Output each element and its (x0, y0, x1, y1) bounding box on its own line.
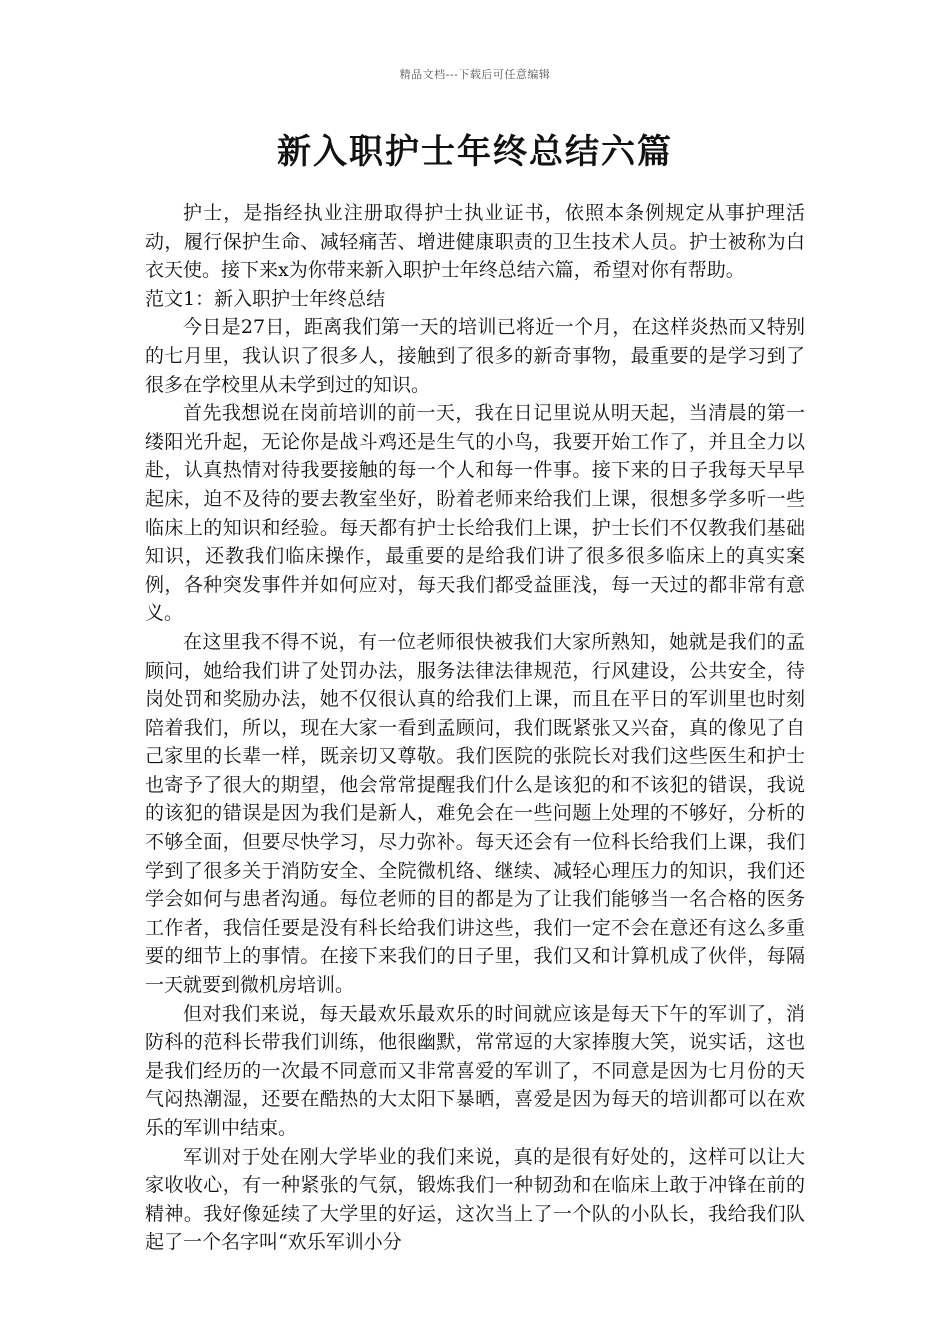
body-paragraph: 首先我想说在岗前培训的前一天，我在日记里说从明天起，当清晨的第一缕阳光升起，无论你是战斗鸡还是生气的小鸟，我要开始工作了，并且全力以赴，认真热情对待我要接触的每一个人和每一件事。接下来的日子我每天早早起床，迫不及待的要去教室坐好，盼着老师来给我们上课，很想多学多听一些临床上的知识和经验。每天都有护士长给我们上课，护士长们不仅教我们基础知识，还教我们临床操作，最重要的是给我们讲了很多很多临床上的真实案例，各种突发事件并如何应对，每天我们都受益匪浅，每一天过的都非常有意义。 (145, 402, 805, 625)
document-body (145, 199, 805, 1257)
intro-paragraph: 护士，是指经执业注册取得护士执业证书，依照本条例规定从事护理活动，履行保护生命、减轻痛苦、增进健康职责的卫生技术人员。护士被称为白衣天使。接下来x为你带来新入职护士年终总结六篇，希望对你有帮助。 (145, 202, 805, 282)
body-paragraph: 今日是27日，距离我们第一天的培训已将近一个月，在这样炎热而又特别的七月里，我认识了很多人，接触到了很多的新奇事物，最重要的是学习到了很多在学校里从未学到过的知识。 (145, 316, 805, 396)
document-title: 新入职护士年终总结六篇 (277, 132, 673, 172)
body-paragraph: 在这里我不得不说，有一位老师很快被我们大家所熟知，她就是我们的孟顾问，她给我们讲了处罚办法，服务法律法律规范，行风建设，公共安全，待岗处罚和奖励办法，她不仅很认真的给我们上课，而且在平日的军训里也时刻陪着我们，所以，现在大家一看到孟顾问，我们既紧张又兴奋，真的像见了自己家里的长辈一样，既亲切又尊敬。我们医院的张院长对我们这些医生和护士也寄予了很大的期望，他会常常提醒我们什么是该犯的和不该犯的错误，我说的该犯的错误是因为我们是新人，难免会在一些问题上处理的不够好，分析的不够全面，但要尽快学习，尽力弥补。每天还会有一位科长给我们上课，我们学到了很多关于消防安全、全院微机络、继续、减轻心理压力的知识，我们还学会如何与患者沟通。每位老师的目的都是为了让我们能够当一名合格的医务工作者，我信任要是没有科长给我们讲这些，我们一定不会在意还有这么多重要的细节上的事情。在接下来我们的日子里，我们又和计算机成了伙伴，每隔一天就要到微机房培训。 (145, 630, 805, 997)
header-note: 精品文档---下载后可任意编辑 (399, 68, 551, 81)
section-heading: 范文1：新入职护士年终总结 (145, 287, 386, 310)
body-paragraph: 但对我们来说，每天最欢乐最欢乐的时间就应该是每天下午的军训了，消防科的范科长带我们训练，他很幽默，常常逗的大家捧腹大笑，说实话，这也是我们经历的一次最不同意而又非常喜爱的军训了，不同意是因为七月份的天气闷热潮湿，还要在酷热的大太阳下暴晒，喜爱是因为每天的培训都可以在欢乐的军训中结束。 (145, 1002, 805, 1139)
body-paragraph: 军训对于处在刚大学毕业的我们来说，真的是很有好处的，这样可以让大家收收心，有一种紧张的气氛，锻炼我们一种韧劲和在临床上敢于冲锋在前的精神。我好像延续了大学里的好运，这次当上了一个队的小队长，我给我们队起了一个名字叫“欢乐军训小分 (145, 1145, 805, 1254)
